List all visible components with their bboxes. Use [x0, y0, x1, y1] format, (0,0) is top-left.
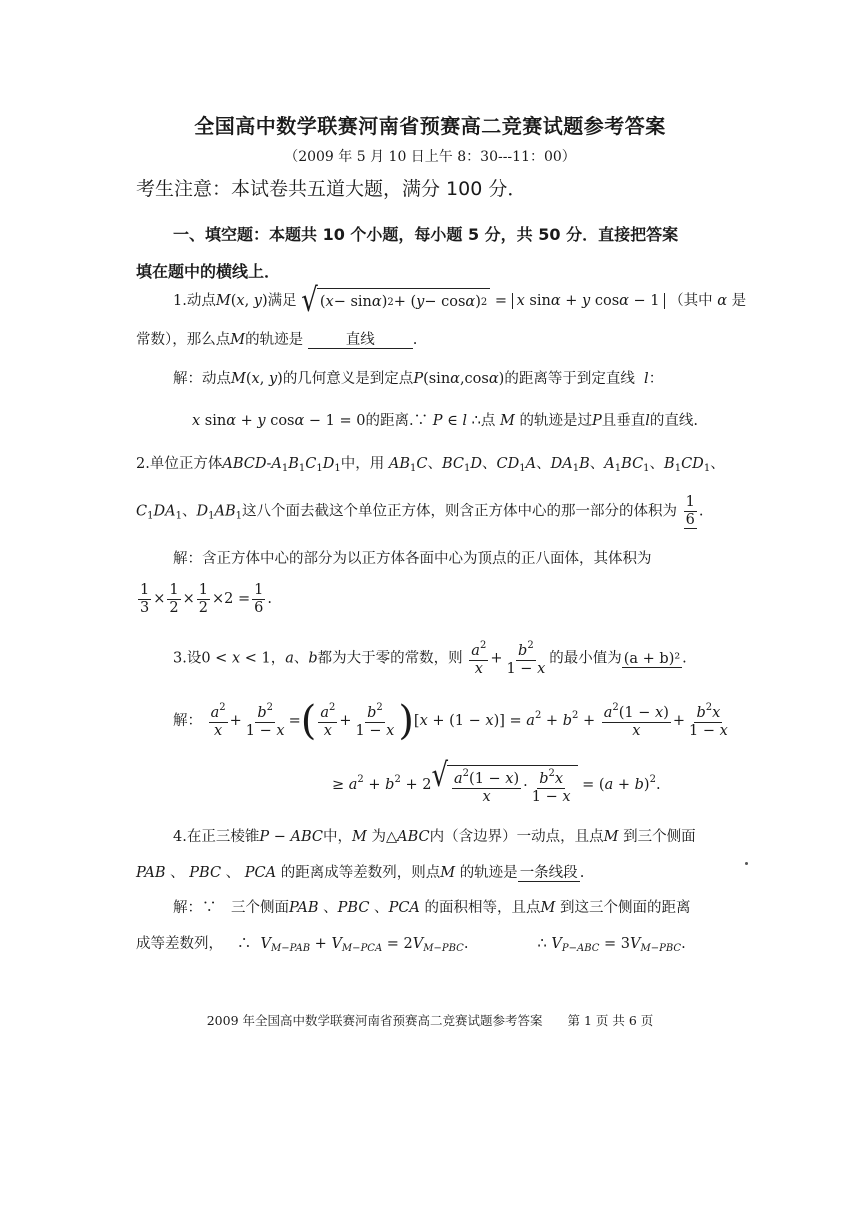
q3-solution: 解： $\frac{a^2}{x}$ + $\frac{b^2}{1 - x}$ =( $\frac{a^2}{x}$ + $\frac{b^2}{1 - x}$ )$[x + (1 - x)] = a^2 + b^2$ + $\frac{a^2(1 - x)}{x}$ + $\frac{b^2x}{1 - x}$	[173, 698, 728, 744]
q2-solution-formula: $\frac{1}{3}$ × $\frac{1}{2}$ × $\frac{1}{2}$ ×2 = $\frac{1}{6}$ .	[140, 582, 272, 616]
q4-solution-line2: 成等差数列， ∴ $V_{M-PAB} + V_{M-PCA} = 2V_{M-PBC}$. ∴ $V_{P-ABC} = 3V_{M-PBC}$.	[136, 936, 686, 954]
q3-statement: 3.设0 < x < 1，a、b都为大于零的常数，则 $\frac{a^2}{x}$ + $\frac{b^2}{1 - x}$ 的最小值为 (a + b)² .	[173, 640, 687, 677]
q2-answer: $\frac{1}{6}$	[685, 494, 695, 528]
section-heading: 一、填空题：本题共 10 个小题，每小题 5 分，共 50 分．直接把答案	[173, 225, 679, 244]
q2-statement: 2.单位正方体ABCD-$A_1B_1C_1D_1$中，用 $AB_1C$、$BC_1D$、$CD_1A$、$DA_1B$、$A_1BC_1$、$B_1CD_1$、	[136, 456, 725, 474]
q1-statement-line2: 常数），那么点M的轨迹是 直线 .	[136, 332, 418, 348]
page-footer: 2009 年全国高中数学联赛河南省预赛高二竞赛试题参考答案 第 1 页 共 6 页	[206, 1013, 654, 1028]
q1-solution: 解：动点M(x, y)的几何意义是到定点P(sinα,cosα)的距离等于到定直线 l：	[173, 371, 664, 387]
q2-statement-line2: $C_1DA_1$、$D_1AB_1$这八个面去截这个单位正方体，则含正方体中心的那一部分的体积为 $\frac{1}{6}$ .	[136, 494, 704, 528]
exam-time: （2009 年 5 月 10 日上午 8：30---11：00）	[284, 149, 576, 165]
q1-answer: 直线	[308, 332, 413, 349]
scan-speck	[745, 862, 748, 865]
q4-statement-line2: PAB 、 PBC 、 PCA 的距离成等差数列，则点M 的轨迹是 一条线段 .	[136, 865, 585, 881]
section-heading-continued: 填在题中的横线上．	[136, 262, 281, 281]
q3-solution-line2: ≥ $a^2 + b^2 + 2$ √ $\frac{a^2(1 - x)}{x}$ · $\frac{b^2x}{1 - x}$ = $(a + b)^2$.	[332, 757, 661, 805]
q4-solution: 解：∵ 三个侧面PAB 、PBC 、PCA 的面积相等，且点M 到这三个侧面的距离	[173, 900, 691, 916]
q4-statement: 4.在正三棱锥P − ABC中，M 为△ABC内（含边界）一动点，且点M 到三个侧面	[173, 829, 696, 845]
q2-solution: 解：含正方体中心的部分为以正方体各面中心为顶点的正八面体，其体积为	[173, 551, 652, 567]
exam-notice: 考生注意：本试卷共五道大题，满分 100 分．	[136, 178, 527, 200]
document-title: 全国高中数学联赛河南省预赛高二竞赛试题参考答案	[194, 114, 666, 138]
q4-answer: 一条线段	[519, 865, 578, 881]
q3-answer: (a + b)²	[623, 650, 681, 667]
q1-solution-line2: x sinα + y cosα − 1 = 0的距离.∵ P ∈ l ∴点 M 的轨迹是过P且垂直l的直线.	[192, 413, 698, 429]
q1-statement: 1.动点M(x, y)满足 √ ( x − sin α ) 2 + ( y − cos α ) 2 = x sinα + y cosα − 1 （其中 α 是	[173, 282, 747, 320]
